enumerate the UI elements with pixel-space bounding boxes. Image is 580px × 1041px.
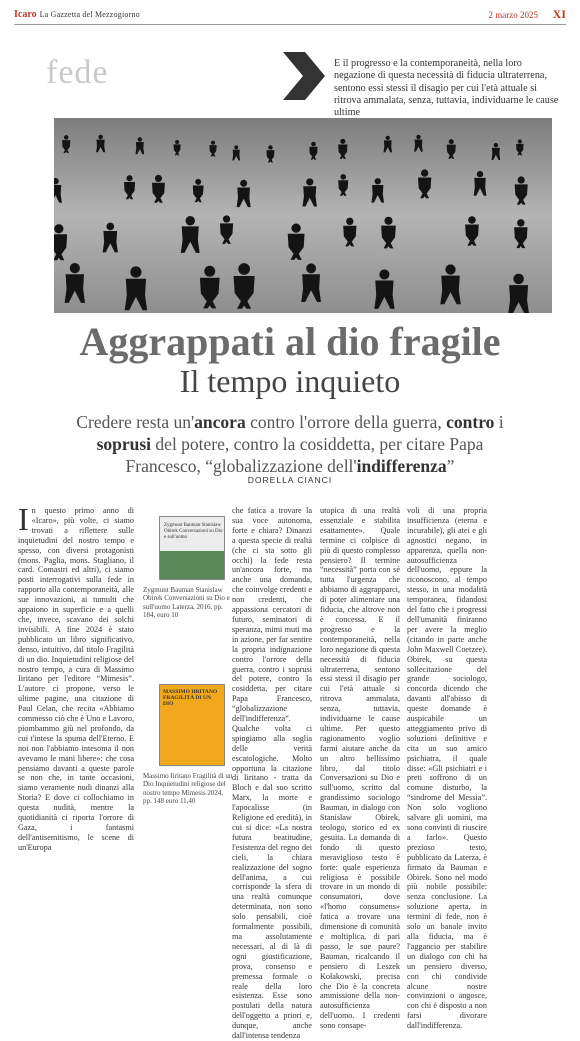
article-headline: Aggrappati al dio fragile — [79, 319, 501, 364]
article-column-1 — [18, 501, 134, 853]
author-byline: DORELLA CIANCI — [247, 475, 333, 485]
column-text: n questo primo anno di «Icaro», più volte, ci siamo trovati a riflettere sulle inquietudini del nostro tempo e spesso, con diversi protagonisti (mons. Paglia, mons. Stagliano, il card. Comastri ed altri), ci siamo posti interrogativi sulla fede in rapporto alla contemporaneità, alle sue innovazioni, ai tumulti che appaiono in superficie e a quelli che, invece, scavano dei solchi invisibili. A fine 2024 è stato pubblicato un libro significativo, denso, intuitivo, dal titolo Fragilità di un dio. Inquietudini religiose del nostro tempo, a cura di Massimo Iiritano per l'editore “Mimesis”. L'autore ci propone, verso le ultime pagine, una citazione di Paul Celan, che recita «Abbiamo commesso ciò che è Uno e Lavoro, piombammo giù nel profondo, da cui t'intese la spuma dell'Eterno. E noi non l'abbiamo intesoma il non avevamo le mani libere»: che cosa pensiamo davanti a queste parole se non che, in tante occasioni, siamo veramente nudi dinanzi alla Storia? E dove ci collochiamo in questa nudità, mentre la quotidianità ci riporta l'orrore di Gaza, i fantasmi dell'antisemitismo, le scene di un'Europa — [18, 506, 134, 852]
book-cover-text: MASSIMO IIRITANO FRAGILITÀ DI UN DIO — [163, 689, 218, 707]
newspaper-name: La Gazzetta del Mezzogiorno — [39, 10, 140, 19]
article-subheadline: Il tempo inquieto — [179, 363, 401, 399]
hero-photo — [54, 118, 552, 313]
book-caption-bauman: Zygmunt Bauman Stanislaw Obirek Conversazioni su Dio e sull'uomo Laterza, 2016, pp. 184, euro 10 — [143, 586, 230, 619]
column-text: voli di una propria insufficienza (eterna e incurabile), gli atei e gli agnostici negano, in apparenza, quella non-autosufficienza dell'uomo, eppure la riconoscono, al tempo stesso, in una modalità temporanea, fidandosi del fatto che i progressi dell'umanità finiranno per avere la meglio (citando in parte anche John Maxwell Coetzee). Obirek, su questa sollecitazione del grande sociologo, concorda dicendo che davanti all'abisso di queste domande è auspicabile un atteggiamento privo di soluzioni definitive e cita un suo amico psichiatra, il quale disse: «Gli psichiatri e i preti soffrono di un comune disturbo, la “sindrome del Messia”. Non solo vogliono salvare gli uomini, ma sono convinti di riuscire a farlo». Questo prezioso testo, pubblicato da Laterza, è firmato da Bauman e Obirek. Sono nel modo più nobile possibile: senza conclusione. La soluzione aperta, in termini di fede, non è solo un banale invito alla fiducia, ma è l'aggancio per stabilire un dialogo con chi ha un pensiero diverso, con chi condivide alcune nostre convinzioni o angosce, con chi è disposto a non farsi divorare dall'indifferenza. — [407, 506, 487, 1031]
article-standfirst: Credere resta un'ancora contro l'orrore della guerra, contro i soprusi del potere, contro la cosiddetta, per citare Papa Francesco, “globalizzazione dell'indifferenza” — [76, 412, 504, 476]
book-caption-iiritano: Massimo Iiritano Fragilità di un Dio Inquietudini religiose del nostro tempo Mimesis 2024, pp. 148 euro 11,40 — [143, 772, 233, 805]
chevron-right-icon — [283, 52, 325, 100]
issue-date: 2 marzo 2025 — [488, 10, 538, 20]
article-column-2 — [232, 506, 312, 1041]
page-number: XI — [552, 7, 566, 21]
book-cover-text: Zygmunt Bauman Stanislaw Obirek Conversazioni su Dio e sull'uomo — [164, 523, 223, 540]
article-column-3 — [320, 506, 400, 1031]
drop-cap: I — [18, 501, 29, 537]
section-label: fede — [46, 54, 109, 91]
pull-quote: E il progresso e la contemporaneità, nella loro negazione di questa necessità di fiducia ultraterrena, sentono essi stessi il disagio per cui l'età attuale si ritrova ammalata, senza, tuttavia, individuarne le cause ultime — [334, 58, 559, 119]
supplement-name: Icaro — [14, 9, 37, 20]
article-column-4 — [407, 506, 487, 1031]
column-text: che fatica a trovare la sua voce autonoma, forte e chiara? Dinanzi a questa specie di realtà (che ci sta sotto gli occhi) la fede resta un'ancora forte, ma anche una domanda, che coinvolge credenti e non credenti, che appassiona cercatori di futuro, seminatori di speranza, mimi muti ma in azione, per far sentire la propria indignazione contro l'orrore della guerra, contro i soprusi del potere, contro la cosiddetta, per citare Papa Francesco, “globalizzazione dell'indifferenza”. Qualche volta ci spingiamo alla soglia delle verità escatologiche. Molto opportuna la citazione di Iiritano - tratta da Bloch e dal suo scritto Marx, la morte e l'apocalisse (in Religione ed eredità), in cui si dice: «La nostra futura beatitudine, l'esistenza del regno dei cieli, la chiara realizzazione del sogno dell'anima, a cui corrisponde la sfera di una realtà comunque determinata, non sono solo pensabili, cioè formalmente possibili, ma assolutamente necessari, al di là di ogni giustificazione, prova, consenso e premessa formale o reale della loro esistenza. Esse sono postulati della natura dell'oggetto a priori e, dunque, anche dall'intensa tendenza — [232, 506, 312, 1041]
page-header — [14, 4, 566, 25]
book-cover-iiritano — [159, 684, 225, 766]
masthead — [14, 9, 140, 20]
column-text: utopica di una realtà essenziale e stabilita esattamente». Quale termine ci colpisce di più di questo complesso pensiero? Il termine “necessità” porta con sé tutta l'urgenza che abbiamo di aggrapparci, di poter alimentare una fiducia, che altrove non è concessa. E il progresso e la contemporaneità, nella loro negazione di questa necessità di fiducia ultraterrena, sentono essi stessi il disagio per cui l'età attuale si ritrova ammalata, senza, tuttavia, individuarne le cause ultime. Per questo ragionamento voglio farmi aiutare anche da un altro bellissimo libro, dal titolo Conversazioni su Dio e sull'uomo, scritto dal grandissimo sociologo Bauman, in dialogo con Stanislaw Obirek, teologo, storico ed ex gesuita. La domanda di fondo di questo meraviglioso testo è forte: quale esperienza religiosa è possibile trovare in un mondo di consumatori, dove «l'homo consumens» fatica a trovare una dimensione di comunità e moltiplica, di pari passo, le sue paure? Bauman, ricalcando il pensiero di Leszek Kołakowski, precisa che Dio è la concreta ammissione della non-autosufficienza dell'uomo. I credenti sono consape- — [320, 506, 400, 1031]
book-cover-bauman — [159, 516, 225, 580]
